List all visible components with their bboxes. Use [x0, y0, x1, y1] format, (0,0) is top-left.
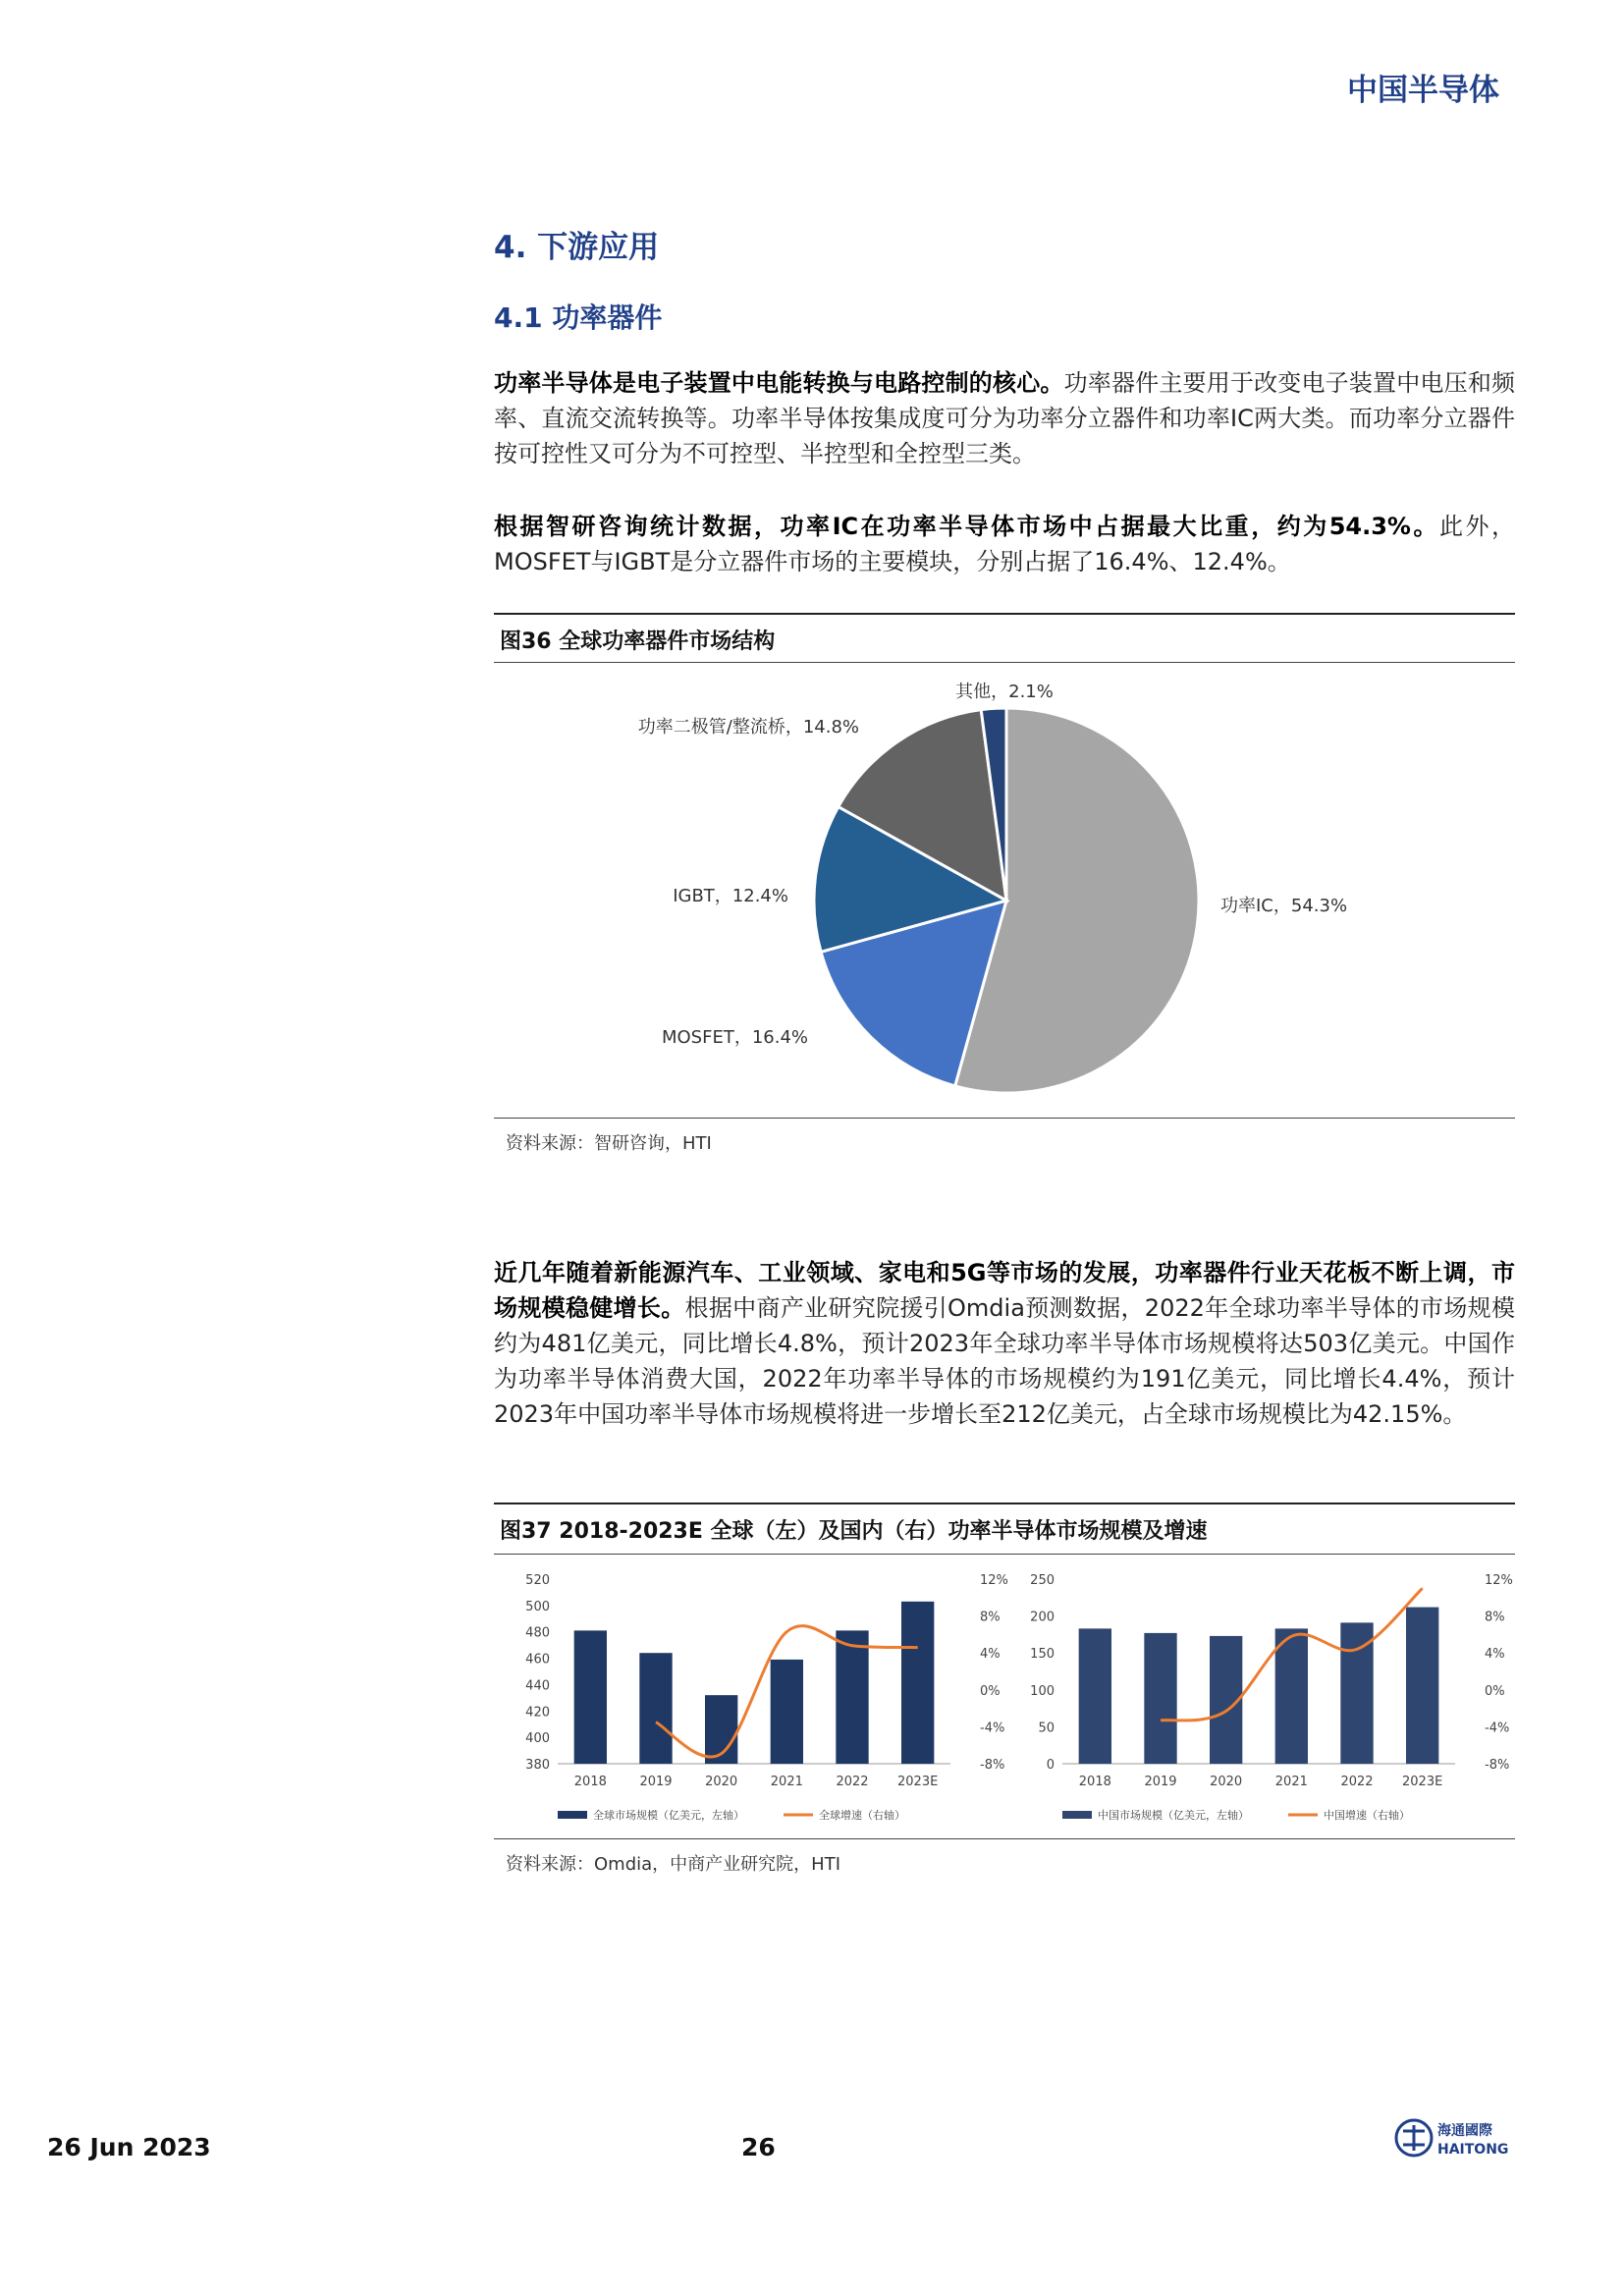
bar — [639, 1653, 672, 1764]
haitong-logo — [1394, 2113, 1522, 2162]
x-tick-label: 2020 — [705, 1775, 738, 1789]
paragraph-market-size — [494, 1255, 1515, 1432]
paragraph-lead: 根据智研咨询统计数据，功率IC在功率半导体市场中占据最大比重，约为54.3%。 — [494, 513, 1439, 540]
legend-swatch-bar — [558, 1811, 587, 1819]
pie-chart-power-devices — [494, 664, 1515, 1120]
y-tick-right: -4% — [980, 1721, 1005, 1736]
pie-label: IGBT，12.4% — [673, 886, 788, 906]
haitong-logo-icon — [1394, 2113, 1522, 2162]
pie-label: 功率二极管/整流桥，14.8% — [637, 717, 859, 738]
subsection-heading: 4.1 功率器件 — [494, 301, 663, 334]
figure-37-title-rule — [494, 1554, 1515, 1555]
y-tick-left: 480 — [525, 1625, 550, 1641]
bar — [1079, 1628, 1111, 1764]
x-tick-label: 2020 — [1210, 1775, 1243, 1789]
figure-37-top-rule — [494, 1503, 1515, 1504]
page-header-title: 中国半导体 — [1347, 73, 1499, 108]
logo-cn: 海通國際 — [1437, 2123, 1492, 2139]
legend-label-line: 全球增速（右轴） — [819, 1809, 905, 1822]
pie-label: 功率IC，54.3% — [1220, 896, 1348, 916]
figure-37-title: 图37 2018-2023E 全球（左）及国内（右）功率半导体市场规模及增速 — [500, 1519, 1208, 1544]
paragraph-body: 根据中商产业研究院援引Omdia预测数据，2022年全球功率半导体的市场规模约为481亿美元，同比增长4.8%，预计2023年全球功率半导体市场规模将达503亿美元。中国作为功率半导体消费大国，2022年功率半导体的市场规模约为191亿美元，同比增长4.4%，预计2023年中国功率半导体市场规模将进一步增长至212亿美元，占全球市场规模比为42.15%。 — [494, 1294, 1516, 1428]
bar — [574, 1630, 607, 1764]
bar — [1144, 1633, 1176, 1764]
y-tick-left: 380 — [525, 1758, 550, 1773]
pie-label: MOSFET，16.4% — [661, 1027, 808, 1048]
y-tick-right: 0% — [980, 1683, 1001, 1699]
figure-36-top-rule — [494, 613, 1515, 615]
y-tick-left: 250 — [1030, 1573, 1055, 1588]
legend-label-line: 中国增速（右轴） — [1324, 1809, 1410, 1822]
y-tick-left: 420 — [525, 1705, 550, 1721]
x-tick-label: 2023E — [1402, 1775, 1443, 1789]
pie-label: 其他，2.1% — [955, 682, 1054, 702]
x-tick-label: 2019 — [639, 1775, 673, 1789]
x-tick-label: 2022 — [1340, 1775, 1374, 1789]
x-tick-label: 2021 — [770, 1775, 803, 1789]
y-tick-left: 400 — [525, 1731, 550, 1747]
y-tick-right: -4% — [1485, 1721, 1510, 1736]
y-tick-right: 12% — [980, 1573, 1008, 1588]
x-tick-label: 2023E — [897, 1775, 939, 1789]
bar — [771, 1660, 803, 1764]
paragraph-lead: 近几年随着新能源汽车、工业领域、家电和5G等市场的发展，功率器件行业天花板不断上调，市场规模稳健增长。 — [494, 1259, 1515, 1322]
figure-37-bottom-rule — [494, 1838, 1515, 1839]
y-tick-left: 200 — [1030, 1610, 1055, 1625]
y-tick-right: 12% — [1485, 1573, 1513, 1588]
footer-date: 26 Jun 2023 — [47, 2133, 211, 2161]
y-tick-left: 150 — [1030, 1647, 1055, 1663]
bar-chart-china-market — [1003, 1558, 1514, 1836]
y-tick-left: 50 — [1038, 1721, 1055, 1736]
bar — [836, 1630, 868, 1764]
y-tick-left: 520 — [525, 1573, 550, 1588]
y-tick-left: 0 — [1046, 1758, 1055, 1773]
x-tick-label: 2018 — [573, 1775, 607, 1789]
bar — [1406, 1608, 1438, 1764]
y-tick-right: 8% — [980, 1610, 1001, 1625]
footer-page-number: 26 — [741, 2133, 776, 2161]
y-tick-left: 460 — [525, 1652, 550, 1667]
section-heading: 4. 下游应用 — [494, 230, 660, 265]
bar — [901, 1602, 934, 1764]
y-tick-left: 440 — [525, 1678, 550, 1694]
paragraph-power-intro — [494, 365, 1515, 471]
bar-chart-global-market — [499, 1558, 1009, 1836]
y-tick-right: -8% — [1485, 1758, 1510, 1773]
legend-swatch-bar — [1062, 1811, 1092, 1819]
legend-label-bar: 中国市场规模（亿美元，左轴） — [1098, 1809, 1249, 1822]
x-tick-label: 2022 — [836, 1775, 869, 1789]
paragraph-body: 此外，MOSFET与IGBT是分立器件市场的主要模块，分别占据了16.4%、12.4%。 — [494, 513, 1515, 575]
figure-36-bottom-rule — [494, 1118, 1515, 1119]
y-tick-left: 100 — [1030, 1683, 1055, 1699]
bar — [1275, 1628, 1308, 1764]
paragraph-market-share — [494, 509, 1515, 579]
y-tick-right: 4% — [1485, 1647, 1505, 1663]
x-tick-label: 2019 — [1144, 1775, 1177, 1789]
figure-36-source: 资料来源：智研咨询，HTI — [506, 1133, 712, 1154]
figure-37-source: 资料来源：Omdia，中商产业研究院，HTI — [506, 1854, 840, 1875]
paragraph-lead: 功率半导体是电子装置中电能转换与电路控制的核心。 — [494, 369, 1064, 397]
legend-label-bar: 全球市场规模（亿美元，左轴） — [593, 1809, 744, 1822]
x-tick-label: 2021 — [1274, 1775, 1308, 1789]
figure-36-title-rule — [494, 662, 1515, 663]
y-tick-right: -8% — [980, 1758, 1005, 1773]
paragraph-body: 功率器件主要用于改变电子装置中电压和频率、直流交流转换等。功率半导体按集成度可分为功率分立器件和功率IC两大类。而功率分立器件按可控性又可分为不可控型、半控型和全控型三类。 — [494, 369, 1516, 467]
y-tick-right: 8% — [1485, 1610, 1505, 1625]
logo-en: HAITONG — [1437, 2142, 1509, 2158]
y-tick-right: 0% — [1485, 1683, 1505, 1699]
y-tick-right: 4% — [980, 1647, 1001, 1663]
x-tick-label: 2018 — [1078, 1775, 1111, 1789]
y-tick-left: 500 — [525, 1599, 550, 1614]
figure-36-title: 图36 全球功率器件市场结构 — [500, 629, 776, 654]
